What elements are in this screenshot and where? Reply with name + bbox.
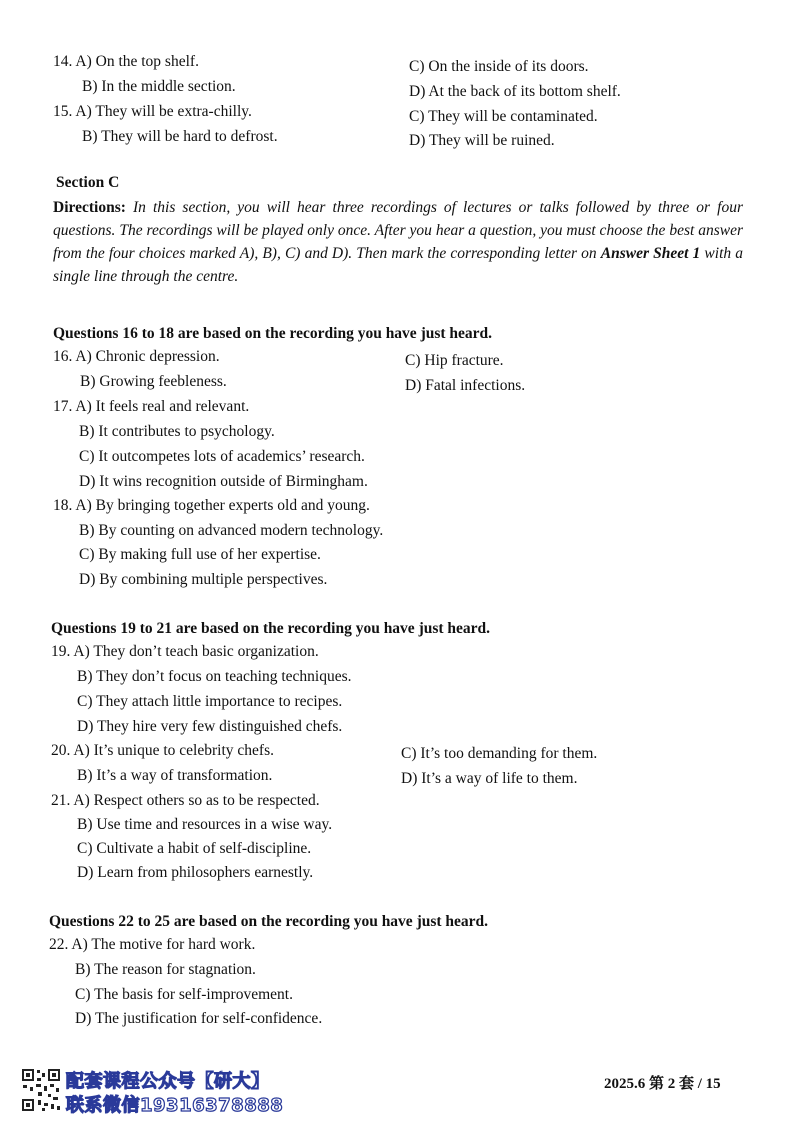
q14-option-d: D) At the back of its bottom shelf. (409, 83, 621, 100)
q21-option-d: D) Learn from philosophers earnestly. (77, 864, 314, 881)
section-title: Section C (56, 174, 120, 191)
q22-option-d: D) The justification for self-confidence. (75, 1010, 323, 1027)
watermark-line-1: 配套课程公众号【研大】 (66, 1071, 270, 1092)
q22-option-c: C) The basis for self-improvement. (75, 986, 293, 1003)
directions-text-2: with a single line through the centre. (53, 245, 743, 285)
q15-option-c: C) They will be contaminated. (409, 108, 598, 125)
q14-option-c: C) On the inside of its doors. (409, 58, 589, 75)
q22-option-b: B) The reason for stagnation. (75, 961, 256, 978)
q17-option-c: C) It outcompetes lots of academics’ research. (79, 448, 365, 465)
q20-option-a: 20. A) It’s unique to celebrity chefs. (51, 742, 274, 759)
section-directions (53, 196, 743, 288)
q18-option-c: C) By making full use of her expertise. (79, 546, 321, 563)
page-number: 2025.6 第 2 套 / 15 (604, 1076, 721, 1092)
q15-option-a: 15. A) They will be extra-chilly. (53, 103, 252, 120)
q14-option-a: 14. A) On the top shelf. (53, 53, 199, 70)
answer-sheet-label: Answer Sheet 1 (600, 245, 701, 262)
q19-option-d: D) They hire very few distinguished chefs. (77, 718, 343, 735)
q19-option-a: 19. A) They don’t teach basic organization. (51, 643, 319, 660)
q19-option-c: C) They attach little importance to recipes. (77, 693, 343, 710)
q16-option-d: D) Fatal infections. (405, 377, 526, 394)
q20-option-d: D) It’s a way of life to them. (401, 770, 578, 787)
q21-option-c: C) Cultivate a habit of self-discipline. (77, 840, 312, 857)
q18-option-d: D) By combining multiple perspectives. (79, 571, 328, 588)
q21-option-b: B) Use time and resources in a wise way. (77, 816, 333, 833)
watermark-line-2: 联系微信19316378888 (66, 1095, 284, 1116)
q15-option-d: D) They will be ruined. (409, 132, 555, 149)
directions-label: Directions: (53, 199, 126, 216)
q19-option-b: B) They don’t focus on teaching techniques. (77, 668, 352, 685)
q22-option-a: 22. A) The motive for hard work. (49, 936, 256, 953)
directions-text-1: In this section, you will hear three recordings of lectures or talks followed by three or four questions. The recordings will be played only once. After you hear a question, you must choose the best answer from the four choices marked A), B), C) and D). Then mark the corresponding letter on (53, 199, 743, 262)
q14-option-b: B) In the middle section. (82, 78, 236, 95)
q20-option-c: C) It’s too demanding for them. (401, 745, 598, 762)
q17-option-d: D) It wins recognition outside of Birmingham. (79, 473, 368, 490)
q16-option-b: B) Growing feebleness. (80, 373, 227, 390)
q16-option-a: 16. A) Chronic depression. (53, 348, 220, 365)
q16-option-c: C) Hip fracture. (405, 352, 504, 369)
group2-heading: Questions 19 to 21 are based on the recording you have just heard. (51, 620, 491, 637)
qr-code-icon (20, 1067, 62, 1113)
q21-option-a: 21. A) Respect others so as to be respected. (51, 792, 320, 809)
group3-heading: Questions 22 to 25 are based on the recording you have just heard. (49, 913, 489, 930)
group1-heading: Questions 16 to 18 are based on the recording you have just heard. (53, 325, 493, 342)
q18-option-a: 18. A) By bringing together experts old and young. (53, 497, 370, 514)
q17-option-b: B) It contributes to psychology. (79, 423, 275, 440)
q18-option-b: B) By counting on advanced modern technology. (79, 522, 384, 539)
q17-option-a: 17. A) It feels real and relevant. (53, 398, 250, 415)
q15-option-b: B) They will be hard to defrost. (82, 128, 278, 145)
q20-option-b: B) It’s a way of transformation. (77, 767, 273, 784)
